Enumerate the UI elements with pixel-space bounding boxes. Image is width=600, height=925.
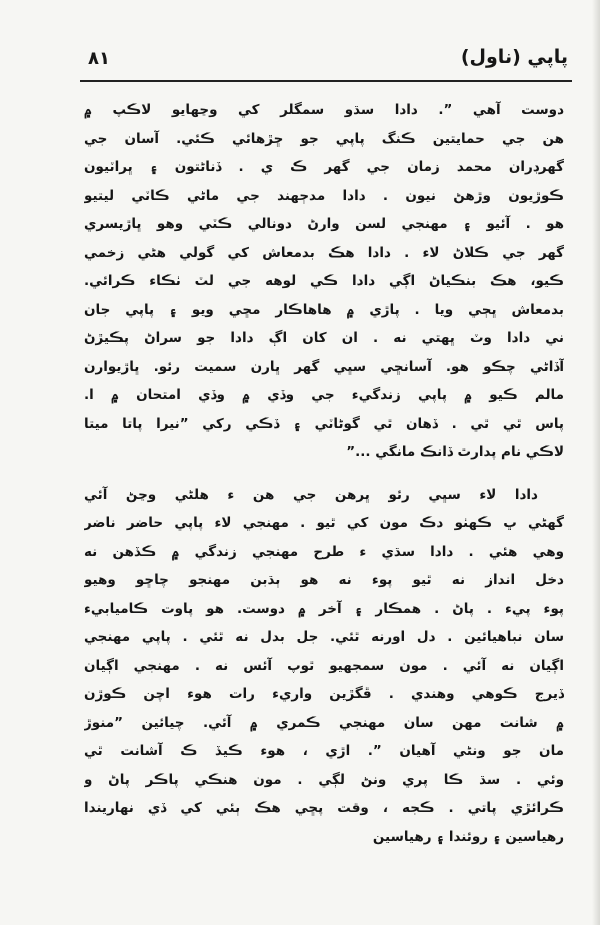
header-rule [80, 80, 572, 82]
text-line: آڏاڻي چڪو هو. آسانڇي سڀي گهر ڀارن سميت رئو. ڀاڙيوارن [84, 358, 564, 375]
running-title: پاپي (ناول) [460, 46, 568, 68]
text-line: پاس ٿي ٿي . ڏهان ٿي گوڻاٽي ۽ ڏڪي رکي ”نيرا پاتا ميتا [84, 415, 564, 432]
body-text [84, 96, 564, 856]
text-line: ڪرائڙي پاتي . ڪجه ، وقت پڇي هڪ ٻئي کي ڏي نهاريندا [84, 800, 564, 816]
text-line: ۾ شانت مھن سان مھنجي ڪمري ۾ آئي. چيائين ”منوڙ [84, 714, 564, 731]
text-line: اڳيان نه آئي . مون سمجھيو ٿوپ آئس نه . مھنجي اڳيان [84, 657, 564, 674]
paragraph-2 [84, 481, 564, 852]
text-line: سان نباهيائين . دل اورنه ٿئي. جل بدل نه ٿئي . پاپي مھنجي [84, 629, 564, 645]
text-line: پوء پيء . پاڻ . همڪار ۽ آخر ۾ دوست. هو پاوت ڪاميابيء [84, 600, 564, 617]
text-line: مان جو ونڻي آهيان ”. اڙي ، هوء ڪيڏ ڪ آشانت ٿي [84, 743, 564, 759]
text-line: رهياسين ۽ روئندا ۽ رهياسين [372, 828, 564, 845]
text-line: دخل انداز نه ٿيو پوء نه هو ٻڌبن مھنجو چاڇو وهيو [84, 572, 564, 588]
page-header [80, 44, 572, 84]
text-line: گهڻي ڀ ڪهٺو دڪ مون کي ٿيو . مھنجي لاء پاپي حاضر ناضر [84, 515, 564, 531]
text-line: وئي . سڌ ڪا پري ونڻ لڳي . مون هنڪي پاڪر پاڻ و [84, 771, 564, 788]
text-line: ڏيرج ڪوهي وهندي . ڦگڙين واريء رات هوء اچن ڪوڙن [84, 686, 564, 702]
text-line: گهر جي ڪلاڻ لاء . دادا هڪ بدمعاش کي گولي هڻي زخمي [84, 244, 564, 261]
text-line: مالم ڪيو ۾ پاپي زندگيء جي وڏي ۾ وڏي امتحان ۾ ا. [84, 387, 564, 403]
text-line: دادا لاء سڀي رئو ڀرهن جي هن ء هلڻي وڃڻ آئي [84, 486, 538, 503]
text-line: وهي هئي . دادا سڌي ء طرح مھنجي زندگي ۾ ڪڏهن نه [84, 543, 564, 560]
text-line: دوست آهي ”. دادا سڌو سمگلر کي وڃھايو لاڪپ ۾ [84, 102, 564, 118]
page-number: ٨١ [88, 48, 110, 69]
text-line: هو . آئيو ۽ مھنجي لسن وارڻ دونالي ڪٽي وهو ڀاڙيسري [84, 216, 564, 232]
text-line: ڪيو، هڪ بنڪياڻ اڳي دادا ڪي لوهه جي لٽ ٺڪاء ڪرائي. [84, 273, 564, 289]
text-line: هن جي حمايتين ڪنگ پاپي جو ڇڙھائي ڪئي. آسان جي [84, 130, 564, 147]
paragraph-1 [84, 96, 564, 467]
text-line: بدمعاش ڀڄي ويا . پاڙي ۾ هاهاڪار مڇي ويو ۽ پاپي جان [84, 301, 564, 318]
text-line: لاڪي نام پدارٿ ڏانڪ مانگي ...” [346, 444, 564, 460]
text-line: ني دادا وٽ ڀھتي نه . ان کان اڳ دادا جو سراڻ پڪيڙڻ [84, 330, 564, 346]
text-line: ڪوڙيون وڙهڻ نيون . دادا مدڄهند جي ماڻي ڪاٽي ليتيو [84, 187, 564, 204]
text-line: گهرڊران محمد زمان جي گهر ڪ ي . ڏناڻتون ۽ ڀراٽيون [84, 159, 564, 175]
